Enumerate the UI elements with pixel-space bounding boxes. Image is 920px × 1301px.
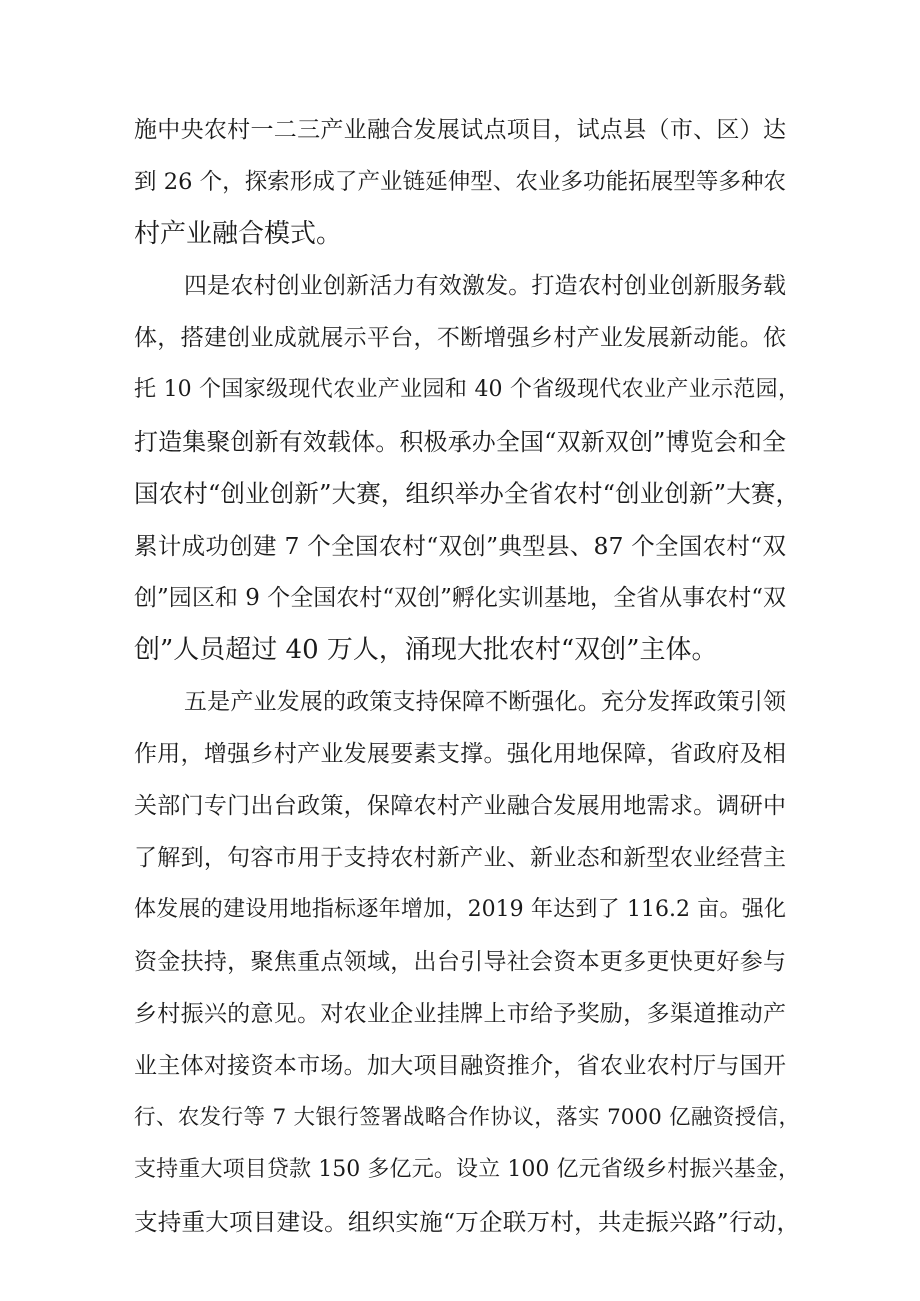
paragraph-3-line-10: 支持重大项目贷款 150 多亿元。设立 100 亿元省级乡村振兴基金， — [134, 1157, 800, 1182]
paragraph-2-line-4: 打造集聚创新有效载体。积极承办全国“双新双创”博览会和全 — [134, 428, 786, 456]
paragraph-1-line-2: 到 26 个，探索形成了产业链延伸型、农业多功能拓展型等多种农 — [134, 169, 786, 195]
paragraph-2-line-5: 国农村“创业创新”大赛，组织举办全省农村“创业创新”大赛， — [134, 479, 800, 508]
paragraph-3-line-1: 五是产业发展的政策支持保障不断强化。充分发挥政策引领 — [184, 689, 786, 715]
paragraph-2-line-3: 托 10 个国家级现代农业产业园和 40 个省级现代农业产业示范园， — [134, 377, 800, 402]
paragraph-1-line-1: 施中央农村一二三产业融合发展试点项目，试点县（市、区）达 — [134, 117, 786, 143]
paragraph-3-line-7: 乡村振兴的意见。对农业企业挂牌上市给予奖励，多渠道推动产 — [134, 1001, 786, 1027]
paragraph-2-line-2: 体，搭建创业成就展示平台，不断增强乡村产业发展新动能。依 — [134, 325, 786, 351]
paragraph-3-line-6: 资金扶持，聚焦重点领域，出台引导社会资本更多更快更好参与 — [134, 949, 786, 975]
paragraph-2-line-6: 累计成功创建 7 个全国农村“双创”典型县、87 个全国农村“双 — [134, 532, 786, 560]
paragraph-3-line-9: 行、农发行等 7 大银行签署战略合作协议，落实 7000 亿融资授信， — [134, 1105, 800, 1130]
paragraph-3-line-11: 支持重大项目建设。组织实施“万企联万村，共走振兴路”行动， — [134, 1208, 800, 1236]
paragraph-3-line-3: 关部门专门出台政策，保障农村产业融合发展用地需求。调研中 — [134, 793, 786, 819]
paragraph-3-line-2: 作用，增强乡村产业发展要素支撑。强化用地保障，省政府及相 — [134, 741, 786, 767]
paragraph-2-line-7: 创”园区和 9 个全国农村“双创”孵化实训基地，全省从事农村“双 — [134, 585, 786, 611]
paragraph-3-line-4: 了解到，句容市用于支持农村新产业、新业态和新型农业经营主 — [134, 845, 786, 871]
paragraph-3-line-8: 业主体对接资本市场。加大项目融资推介，省农业农村厅与国开 — [134, 1053, 786, 1079]
paragraph-2-line-8: 创”人员超过 40 万人，涌现大批农村“双创”主体。 — [134, 635, 718, 665]
paragraph-1-line-3: 村产业融合模式。 — [134, 219, 343, 249]
paragraph-2-line-1: 四是农村创业创新活力有效激发。打造农村创业创新服务载 — [184, 273, 786, 299]
paragraph-3-line-5: 体发展的建设用地指标逐年增加，2019 年达到了 116.2 亩。强化 — [134, 897, 786, 922]
